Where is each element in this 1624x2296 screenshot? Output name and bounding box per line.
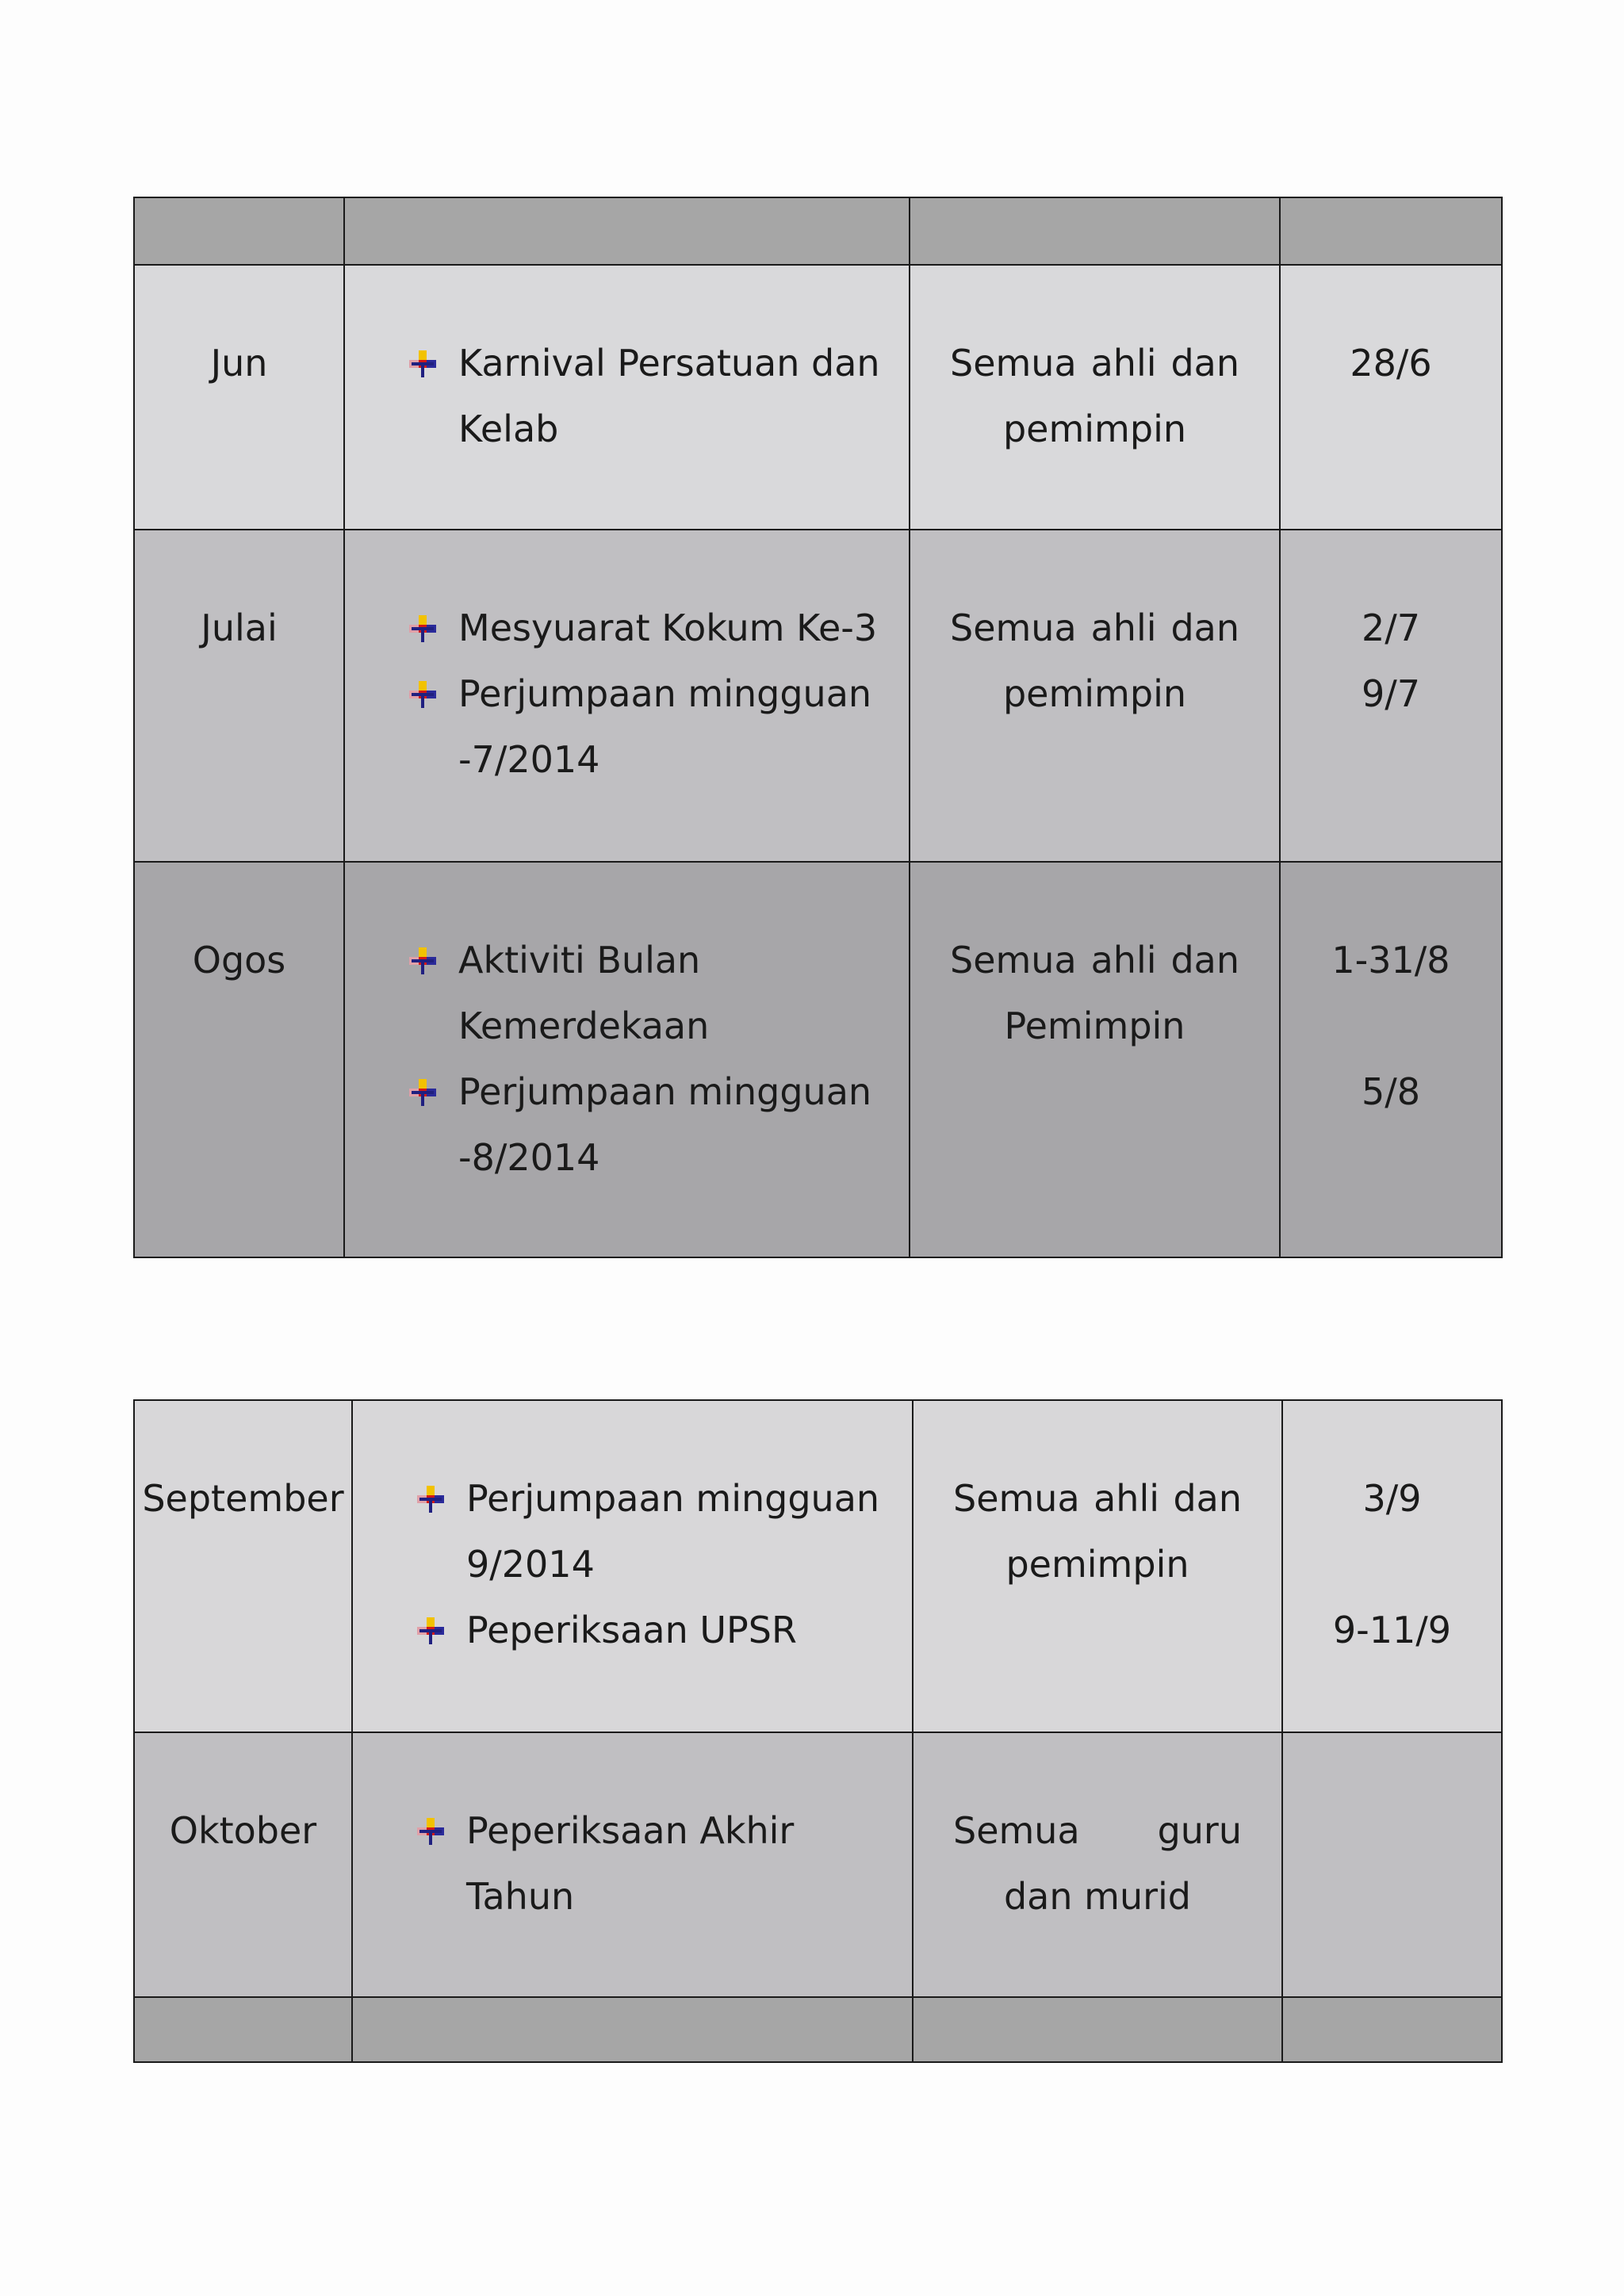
activity-text: Perjumpaan mingguan -8/2014 <box>458 1070 872 1179</box>
activity-text: Peperiksaan Akhir Tahun <box>466 1809 795 1918</box>
participants-cell <box>913 1732 1282 1997</box>
table-row <box>134 862 1502 1257</box>
activities-cell <box>352 1732 913 1997</box>
activities-cell <box>344 530 910 862</box>
dates-cell <box>1280 530 1502 862</box>
participants-cell <box>910 530 1280 862</box>
date-value: 5/8 <box>1361 1070 1421 1113</box>
activity-text: Aktiviti Bulan Kemerdekaan <box>458 939 710 1047</box>
activities-cell <box>344 862 910 1257</box>
date-value: 2/7 <box>1361 607 1421 649</box>
header-cell <box>1280 197 1502 265</box>
dates-cell <box>1282 1732 1502 1997</box>
month-label: Jun <box>210 342 268 385</box>
month-cell <box>134 530 344 862</box>
schedule-table-1 <box>133 197 1503 1258</box>
activity-item <box>416 1598 912 1663</box>
activity-list <box>416 1466 912 1663</box>
table-header-row <box>134 197 1502 265</box>
month-label: Oktober <box>169 1809 317 1852</box>
month-cell <box>134 265 344 530</box>
date-spacer <box>1281 993 1501 1059</box>
activity-text: Peperiksaan UPSR <box>466 1609 797 1651</box>
activity-list <box>408 331 909 462</box>
participants-cell <box>910 265 1280 530</box>
activity-text: Perjumpaan mingguan 9/2014 <box>466 1477 880 1586</box>
date-value: 28/6 <box>1350 342 1432 385</box>
activity-list <box>408 928 909 1191</box>
table-row <box>134 1732 1502 1997</box>
four-color-arrow-bullet-icon <box>408 947 437 975</box>
activity-text: Karnival Persatuan dan Kelab <box>458 342 880 450</box>
month-cell <box>134 862 344 1257</box>
activity-item <box>408 595 909 661</box>
activity-text: Mesyuarat Kokum Ke-3 <box>458 607 878 649</box>
footer-cell <box>134 1997 352 2062</box>
activities-cell <box>352 1400 913 1732</box>
dates-cell <box>1282 1400 1502 1732</box>
participants-text: Semua ahli dan pemimpin <box>950 342 1239 450</box>
date-spacer <box>1283 1532 1501 1598</box>
activity-list <box>416 1798 912 1930</box>
four-color-arrow-bullet-icon <box>408 614 437 643</box>
footer-cell <box>352 1997 913 2062</box>
activities-cell <box>344 265 910 530</box>
date-value: 3/9 <box>1362 1477 1422 1520</box>
month-label: September <box>142 1477 344 1520</box>
four-color-arrow-bullet-icon <box>408 1078 437 1107</box>
dates-cell <box>1280 265 1502 530</box>
month-cell <box>134 1732 352 1997</box>
activity-text: Perjumpaan mingguan -7/2014 <box>458 672 872 781</box>
date-value: 9/7 <box>1361 672 1421 715</box>
footer-cell <box>913 1997 1282 2062</box>
four-color-arrow-bullet-icon <box>416 1485 445 1513</box>
four-color-arrow-bullet-icon <box>408 350 437 378</box>
activity-item <box>408 661 909 793</box>
table-footer-row <box>134 1997 1502 2062</box>
participants-cell <box>910 862 1280 1257</box>
header-cell <box>910 197 1280 265</box>
header-cell <box>134 197 344 265</box>
participants-text: Semua ahli dan Pemimpin <box>950 939 1239 1047</box>
month-cell <box>134 1400 352 1732</box>
table-row <box>134 1400 1502 1732</box>
month-label: Julai <box>201 607 278 649</box>
month-label: Ogos <box>192 939 286 982</box>
participants-cell <box>913 1400 1282 1732</box>
dates-cell <box>1280 862 1502 1257</box>
schedule-table-2 <box>133 1399 1503 2063</box>
activity-item <box>416 1466 912 1598</box>
activity-list <box>408 595 909 793</box>
participants-text: Semua ahli dan pemimpin <box>950 607 1239 715</box>
four-color-arrow-bullet-icon <box>408 680 437 709</box>
participants-text: Semua guru dan murid <box>953 1809 1242 1918</box>
activity-item <box>408 331 909 462</box>
four-color-arrow-bullet-icon <box>416 1617 445 1645</box>
table-row <box>134 265 1502 530</box>
four-color-arrow-bullet-icon <box>416 1817 445 1846</box>
table-row <box>134 530 1502 862</box>
participants-text: Semua ahli dan pemimpin <box>953 1477 1242 1586</box>
activity-item <box>416 1798 912 1930</box>
activity-item <box>408 1059 909 1191</box>
footer-cell <box>1282 1997 1502 2062</box>
date-value: 1-31/8 <box>1331 939 1450 982</box>
date-value: 9-11/9 <box>1332 1609 1452 1651</box>
activity-item <box>408 928 909 1059</box>
header-cell <box>344 197 910 265</box>
